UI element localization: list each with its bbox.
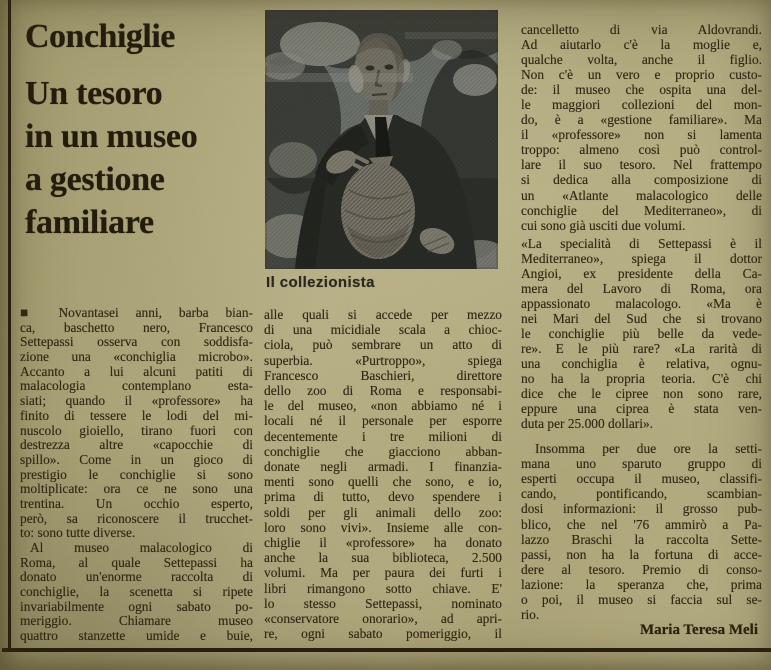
text-line: si dedica alla composizione di: [521, 172, 762, 188]
kicker-title: Conchiglie: [25, 18, 175, 55]
text-line: le maggiori collezioni del mon-: [521, 97, 762, 113]
left-border-rule: [8, 0, 11, 651]
text-line: le conchiglie più belle da vede-: [521, 325, 762, 341]
text-line: Non c'è un vero e proprio custo-: [521, 67, 762, 83]
text-line: qualche volta, anche il figlio.: [521, 52, 762, 68]
text-line: dosi informazioni: il grosso pub-: [521, 501, 762, 517]
text-line: ■ Novantasei anni, barba bian-: [20, 305, 253, 320]
text-line: troppo: almeno così può control-: [521, 142, 762, 158]
text-line: dello zoo di Roma e responsabi-: [264, 383, 502, 399]
text-line: no ha la propria teoria. C'è chi: [521, 371, 762, 387]
text-line: passi, non ha la fortuna di acce-: [521, 546, 762, 562]
headline: [25, 72, 197, 244]
text-line: decentemente i tre milioni di: [264, 428, 502, 444]
text-line: re». E le più rare? «La rarità di: [521, 340, 762, 356]
text-line: loro sono vivi». Insieme alle con-: [264, 519, 502, 535]
text-line: to: sono tutte diverse.: [20, 525, 136, 541]
text-line: invariabilmente ogni sabato po-: [20, 598, 253, 614]
text-line: eppure una ciprea è stata ven-: [521, 401, 762, 417]
body-column-right: [521, 22, 762, 622]
article-photo: [265, 10, 498, 269]
text-line: mera del Lavoro di Roma, ora: [521, 280, 762, 296]
text-line: «conservatore onorario», ad apri-: [264, 611, 502, 627]
text-line: Settepassi osserva con soddisfa-: [20, 334, 253, 350]
text-line: menti sono quelli che sono, e io,: [264, 474, 502, 490]
text-line: le del museo, «non abbiamo né i: [264, 398, 502, 414]
text-line: do, è a «gestione familiare». Ma: [521, 112, 762, 128]
text-line: Francesco Baschieri, direttore: [264, 367, 502, 383]
text-line: Mediterraneo», spiega il dottor: [521, 250, 762, 266]
headline-line: in un museo: [25, 118, 198, 155]
text-line: il «professore» non si lamenta: [521, 127, 762, 143]
bottom-border-rule: [2, 648, 771, 652]
text-line: però, sa riconoscere il trucchet-: [20, 510, 253, 526]
text-line: ciola, può sembrare un atto di: [264, 337, 502, 353]
text-line: prestigio le conchiglie si sono: [20, 466, 253, 482]
text-line: re, ogni sabato pomeriggio, il: [264, 626, 502, 642]
text-line: un «Atlante malacologico delle: [521, 187, 762, 203]
body-column-left: [20, 306, 253, 644]
text-line: dere al tesoro. Premio di conso-: [521, 561, 762, 577]
photo-caption: Il collezionista: [266, 274, 375, 291]
text-line: cando, pontificando, scambian-: [521, 486, 762, 502]
text-line: o poi, il museo si faccia sul se-: [521, 591, 762, 607]
text-line: duta per 25.000 dollari».: [521, 416, 654, 432]
headline-line: Un tesoro: [25, 75, 163, 112]
text-line: trentina. Un occhio esperto,: [20, 495, 253, 511]
text-line: ca, baschetto nero, Francesco: [20, 319, 253, 335]
text-line: meriggio. Chiamare museo: [20, 613, 253, 629]
text-line: mana uno sparuto gruppo di: [521, 456, 762, 472]
text-line: rio.: [521, 606, 540, 622]
byline: Maria Teresa Meli: [639, 622, 758, 638]
text-line: Insomma per due ore la setti-: [535, 441, 762, 457]
text-line: lare il suo tesoro. Nel frattempo: [521, 157, 762, 173]
text-line: conchiglie del Mediterraneo», di: [521, 202, 762, 218]
text-line: prima di tutto, devo spendere i: [264, 489, 502, 505]
text-line: lazzo Braschi la raccolta Sette-: [521, 531, 762, 547]
text-line: libri rimangono sotto chiave. E': [264, 580, 502, 596]
text-line: una conchiglia è relativa, ognu-: [521, 356, 762, 372]
text-line: nei Mari del Sud che si trovano: [521, 310, 762, 326]
text-line: Accanto a lui alcuni patiti di: [20, 363, 253, 379]
text-line: moltiplicate: ora ce ne sono una: [20, 481, 253, 497]
text-line: Angioi, ex presidente della Ca-: [521, 265, 762, 281]
body-column-middle: [264, 307, 502, 641]
text-line: Al museo malacologico di: [30, 540, 253, 555]
headline-line: a gestione: [25, 161, 165, 198]
text-line: siati; quando il «professore» ha: [20, 393, 253, 409]
text-line: Ad aiutarlo c'è la moglie e,: [521, 37, 762, 53]
text-line: esperti occupa il museo, classifi-: [521, 471, 762, 487]
text-line: conchiglie, la scenetta si ripete: [20, 584, 253, 600]
text-line: «La specialità di Settepassi è il: [521, 235, 762, 251]
text-line: volumi. Ma per paura dei furti i: [264, 565, 502, 581]
text-line: nuscolo gioiello, tirano fuori con: [20, 422, 253, 438]
collector-photo-illustration: [265, 10, 498, 269]
text-line: locali né il personale per esporre: [264, 413, 502, 429]
text-line: superbia. «Purtroppo», spiega: [264, 352, 502, 368]
text-line: anche la sua biblioteca, 2.500: [264, 550, 502, 566]
text-line: de: il museo che ospita una del-: [521, 82, 762, 98]
text-line: cancelletto di via Aldovrandi.: [521, 22, 762, 37]
headline-line: familiare: [25, 204, 154, 241]
text-line: donate negli armadi. I finanzia-: [264, 459, 502, 475]
text-line: zione una «conchiglia microbo».: [20, 349, 253, 365]
text-line: blico, che nel '76 ammirò a Pa-: [521, 516, 762, 532]
text-line: lo stesso Settepassi, nominato: [264, 595, 502, 611]
text-line: malacologia contemplano esta-: [20, 378, 253, 394]
text-line: soldi per gli animali dello zoo:: [264, 504, 502, 520]
text-line: quattro stanzette umide e buie,: [20, 628, 253, 644]
text-line: cui sono già usciti due volumi.: [521, 217, 686, 233]
text-line: chiglie il «professore» ha donato: [264, 535, 502, 551]
text-line: conchiglie che giacciono abban-: [264, 443, 502, 459]
text-line: alle quali si accede per mezzo: [264, 307, 502, 322]
text-line: destrezza altre «capocchie di: [20, 437, 253, 453]
text-line: dice che le cipree non sono rare,: [521, 386, 762, 402]
text-line: di una micidiale scala a chioc-: [264, 322, 502, 338]
text-line: donato un'enorme raccolta di: [20, 569, 253, 585]
text-line: appassionato malacologo. «Ma è: [521, 295, 762, 311]
text-line: lazione: la speranza che, prima: [521, 576, 762, 592]
text-line: Roma, al quale Settepassi ha: [20, 554, 253, 570]
text-line: spillo». Come in un gioco di: [20, 451, 253, 467]
text-line: finito di tessere le lodi del mi-: [20, 407, 253, 423]
